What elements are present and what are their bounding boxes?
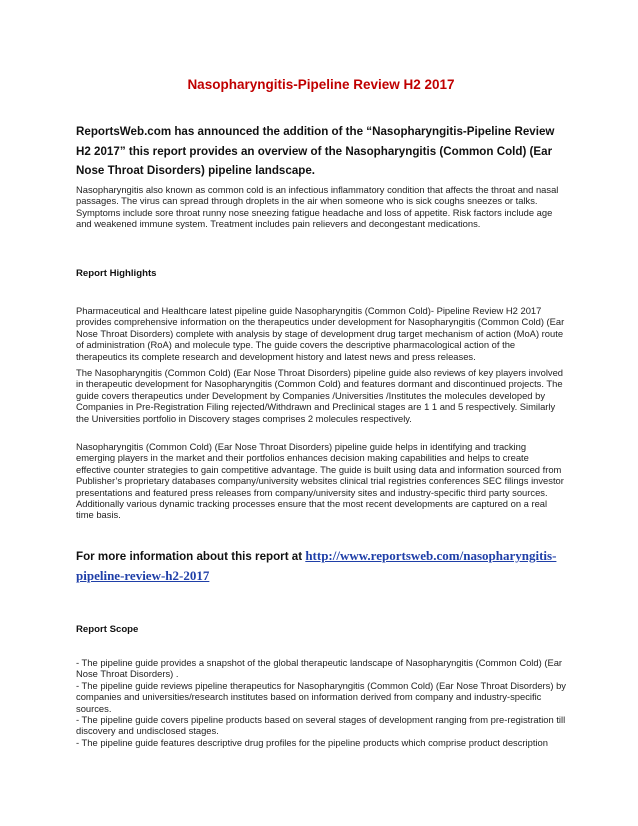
highlights-heading: Report Highlights [76,268,157,279]
scope-item: - The pipeline guide features descriptive drug profiles for the pipeline products which comprise product description [76,736,548,748]
more-info-line [76,546,566,586]
more-info-prefix: For more information about this report at [76,550,306,563]
highlights-paragraph-3: Nasopharyngitis (Common Cold) (Ear Nose Throat Disorders) pipeline guide helps in identifying and tracking emerging players in the market and their portfolios enhances decision making capabilities and helps to create effective counter strategies to gain competitive advantage. The guide is built using data and information sourced from Publisher’s proprietary databases company/university websites clinical trial registries conferences SEC filings investor presentations and featured press releases from company/university sites and industry-specific third party sources. Additionally various dynamic tracking processes ensure that the most recent developments are captured on a real time basis. [76,441,564,521]
highlights-paragraph-2: The Nasopharyngitis (Common Cold) (Ear Nose Throat Disorders) pipeline guide also reviews of key players involved in therapeutic development for Nasopharyngitis (Common Cold) and features dormant and discontinued projects. The guide covers therapeutics under Development by Companies /Universities /Institutes the molecules developed by Companies in Pre-Registration Filing rejected/Withdrawn and Preclinical stages are 1 1 and 5 respectively. Similarly the Universities portfolio in Discovery stages comprises 2 molecules respectively. [76,367,564,424]
scope-heading: Report Scope [76,624,139,635]
scope-item: - The pipeline guide provides a snapshot of the global therapeutic landscape of Nasopharyngitis (Common Cold) (Ear Nose Throat Disorders) . [76,657,563,680]
highlights-paragraph-1: Pharmaceutical and Healthcare latest pipeline guide Nasopharyngitis (Common Cold)- Pipeline Review H2 2017 provides comprehensive information on the therapeutics under development for Nasopharyngitis (Common Cold) (Ear Nose Throat Disorders) complete with analysis by stage of development drug target mechanism of action (MoA) route of administration (RoA) and molecule type. The guide covers the descriptive pharmacological action of the therapeutics its complete research and development history and latest news and press releases. [76,305,565,362]
report-link[interactable]: http://www.reportsweb.com/nasopharyngitis-pipeline-review-h2-2017 [76,548,557,583]
scope-list [76,657,566,748]
intro-paragraph: Nasopharyngitis also known as common cold is an infectious inflammatory condition that affects the throat and nasal passages. The virus can spread through droplets in the air when someone who is sick coughs sneezes or talks. Symptoms include sore throat runny nose sneezing fatigue headache and loss of appetite. Risk factors include age and weakened immune system. Treatment includes pain relievers and decongestant medications. [76,184,559,230]
scope-item: - The pipeline guide reviews pipeline therapeutics for Nasopharyngitis (Common Cold) (Ear Nose Throat Disorders) by companies and universities/research institutes based on information derived from company and industry-specific sources. [76,679,566,714]
document-title: Nasopharyngitis-Pipeline Review H2 2017 [187,77,455,92]
scope-item: - The pipeline guide covers pipeline products based on several stages of development ranging from pre-registration till discovery and undisclosed stages. [76,714,566,737]
lead-paragraph: ReportsWeb.com has announced the addition of the “Nasopharyngitis-Pipeline Review H2 2017” this report provides an overview of the Nasopharyngitis (Common Cold) (Ear Nose Throat Disorders) pipeline landscape. [76,125,555,177]
